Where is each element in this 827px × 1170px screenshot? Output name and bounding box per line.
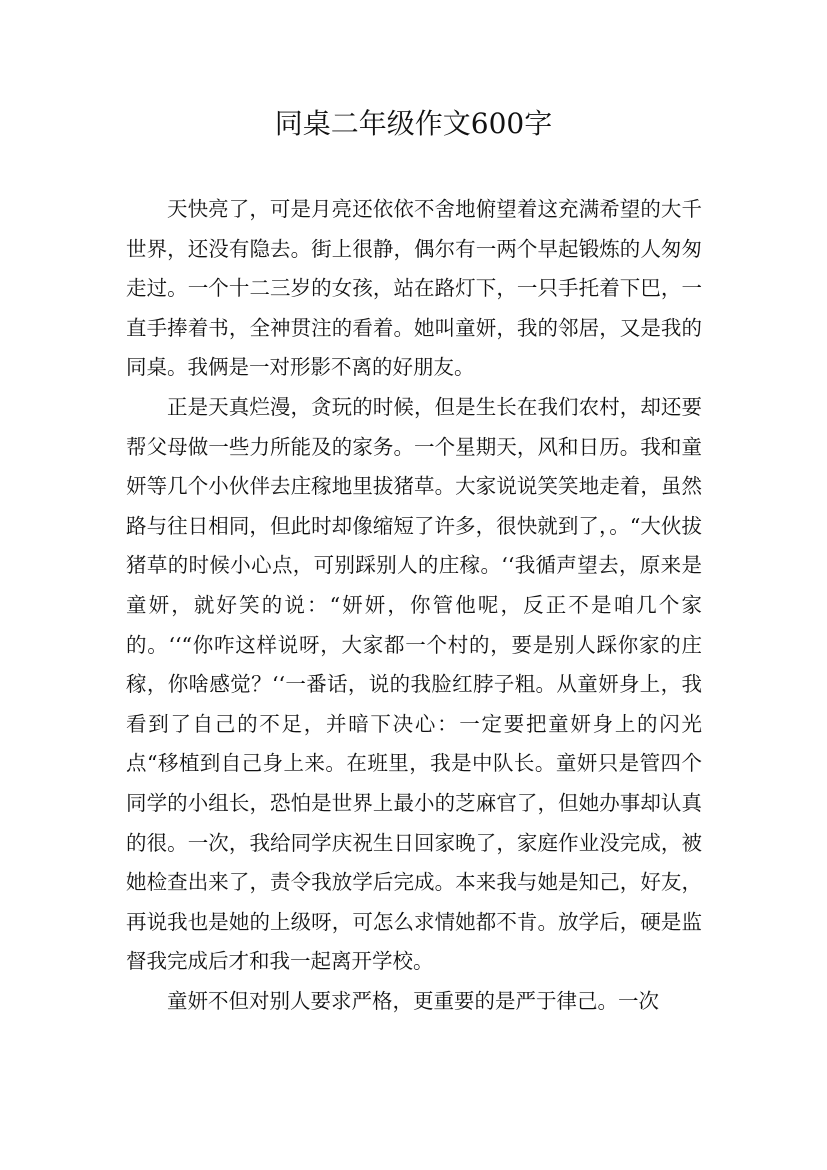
document-body: [126, 190, 702, 1021]
paragraph-1: 天快亮了，可是月亮还依依不舍地俯望着这充满希望的大千世界，还没有隐去。街上很静，偶尔有一两个早起锻炼的人匆匆走过。一个十二三岁的女孩，站在路灯下，一只手托着下巴，一直手捧着书，全神贯注的看着。她叫童妍，我的邻居，又是我的同桌。我俩是一对形影不离的好朋友。: [126, 197, 702, 380]
document-title: 同桌二年级作文600字: [274, 107, 553, 140]
paragraph-3: 童妍不但对别人要求严格，更重要的是严于律己。一次: [167, 988, 659, 1013]
paragraph-2: 正是天真烂漫，贪玩的时候，但是生长在我们农村，却还要帮父母做一些力所能及的家务。一个星期天，风和日历。我和童妍等几个小伙伴去庄稼地里拔猪草。大家说说笑笑地走着，虽然路与往日相同，但此时却像缩短了许多，很快就到了，。“大伙拔猪草的时候小心点，可别踩别人的庄稼。‘‘我循声望去，原来是童妍，就好笑的说：“妍妍，你管他呢，反正不是咱几个家的。‘‘“你咋这样说呀，大家都一个村的，要是别人踩你家的庄稼，你啥感觉？‘‘一番话，说的我脸红脖子粗。从童妍身上，我看到了自己的不足，并暗下决心：一定要把童妍身上的闪光点“移植到自己身上来。在班里，我是中队长。童妍只是管四个同学的小组长，恐怕是世界上最小的芝麻官了，但她办事却认真的很。一次，我给同学庆祝生日回家晚了，家庭作业没完成，被她检查出来了，责令我放学后完成。本来我与她是知己，好友，再说我也是她的上级呀，可怎么求情她都不肯。放学后，硬是监督我完成后才和我一起离开学校。: [126, 394, 702, 974]
